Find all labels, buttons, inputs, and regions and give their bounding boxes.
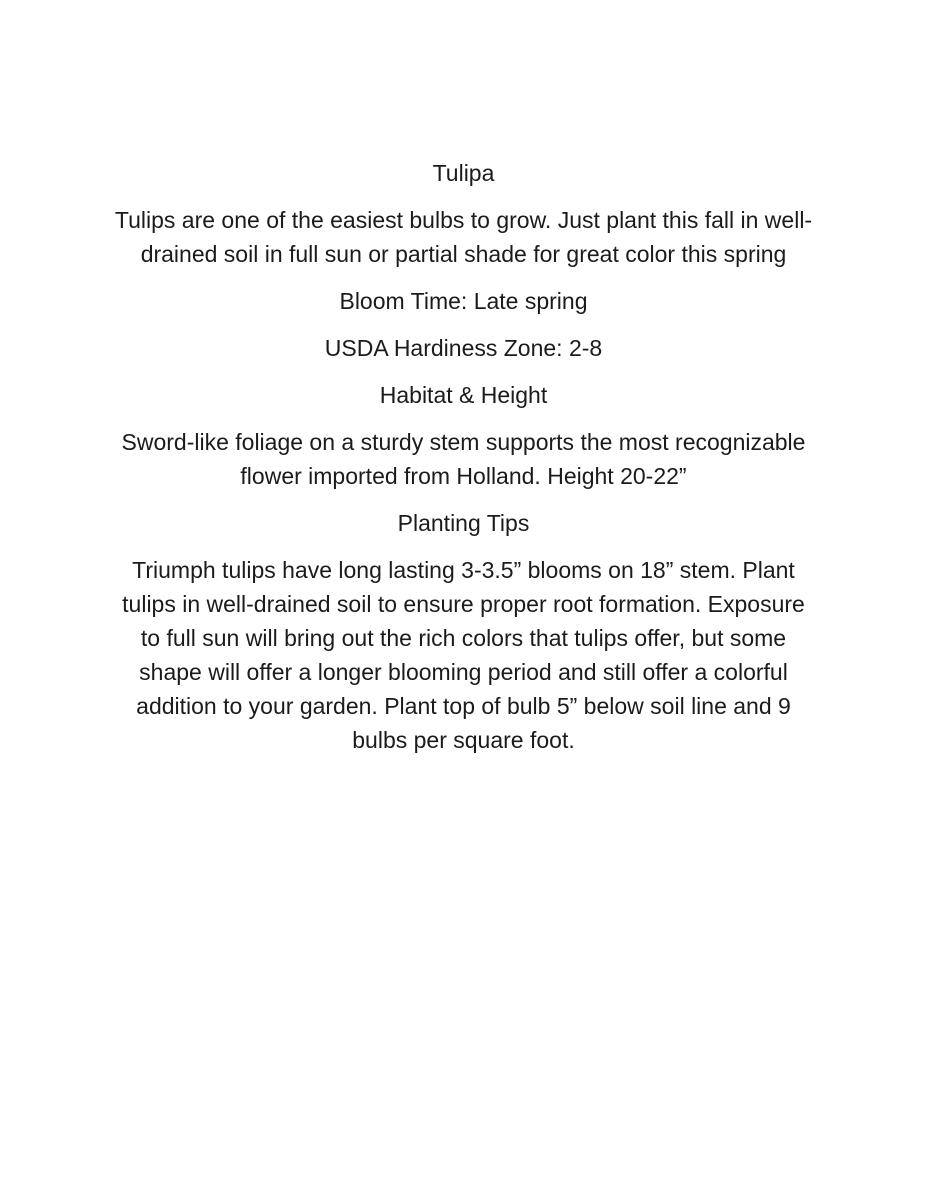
habitat-height-paragraph: Sword-like foliage on a sturdy stem supports the most recognizable flower imported from Holland. Height 20-22” [121,429,806,489]
planting-tips-paragraph: Triumph tulips have long lasting 3-3.5” blooms on 18” stem. Plant tulips in well-drained soil to ensure proper root formation. Exposure to full sun will bring out the rich colors that tulips offer, but some shape will offer a longer blooming period and still offer a colorful addition to your garden. Plant top of bulb 5” below soil line and 9 bulbs per square foot. [122,557,805,753]
document-body [110,156,817,757]
intro-paragraph: Tulips are one of the easiest bulbs to grow. Just plant this fall in well-drained soil in full sun or partial shade for great color this spring [114,207,813,267]
planting-tips-heading: Planting Tips [397,510,530,536]
bloom-time-line: Bloom Time: Late spring [339,288,588,314]
habitat-height-heading: Habitat & Height [379,382,548,408]
document-title: Tulipa [432,160,495,186]
hardiness-zone-line: USDA Hardiness Zone: 2-8 [324,335,603,361]
